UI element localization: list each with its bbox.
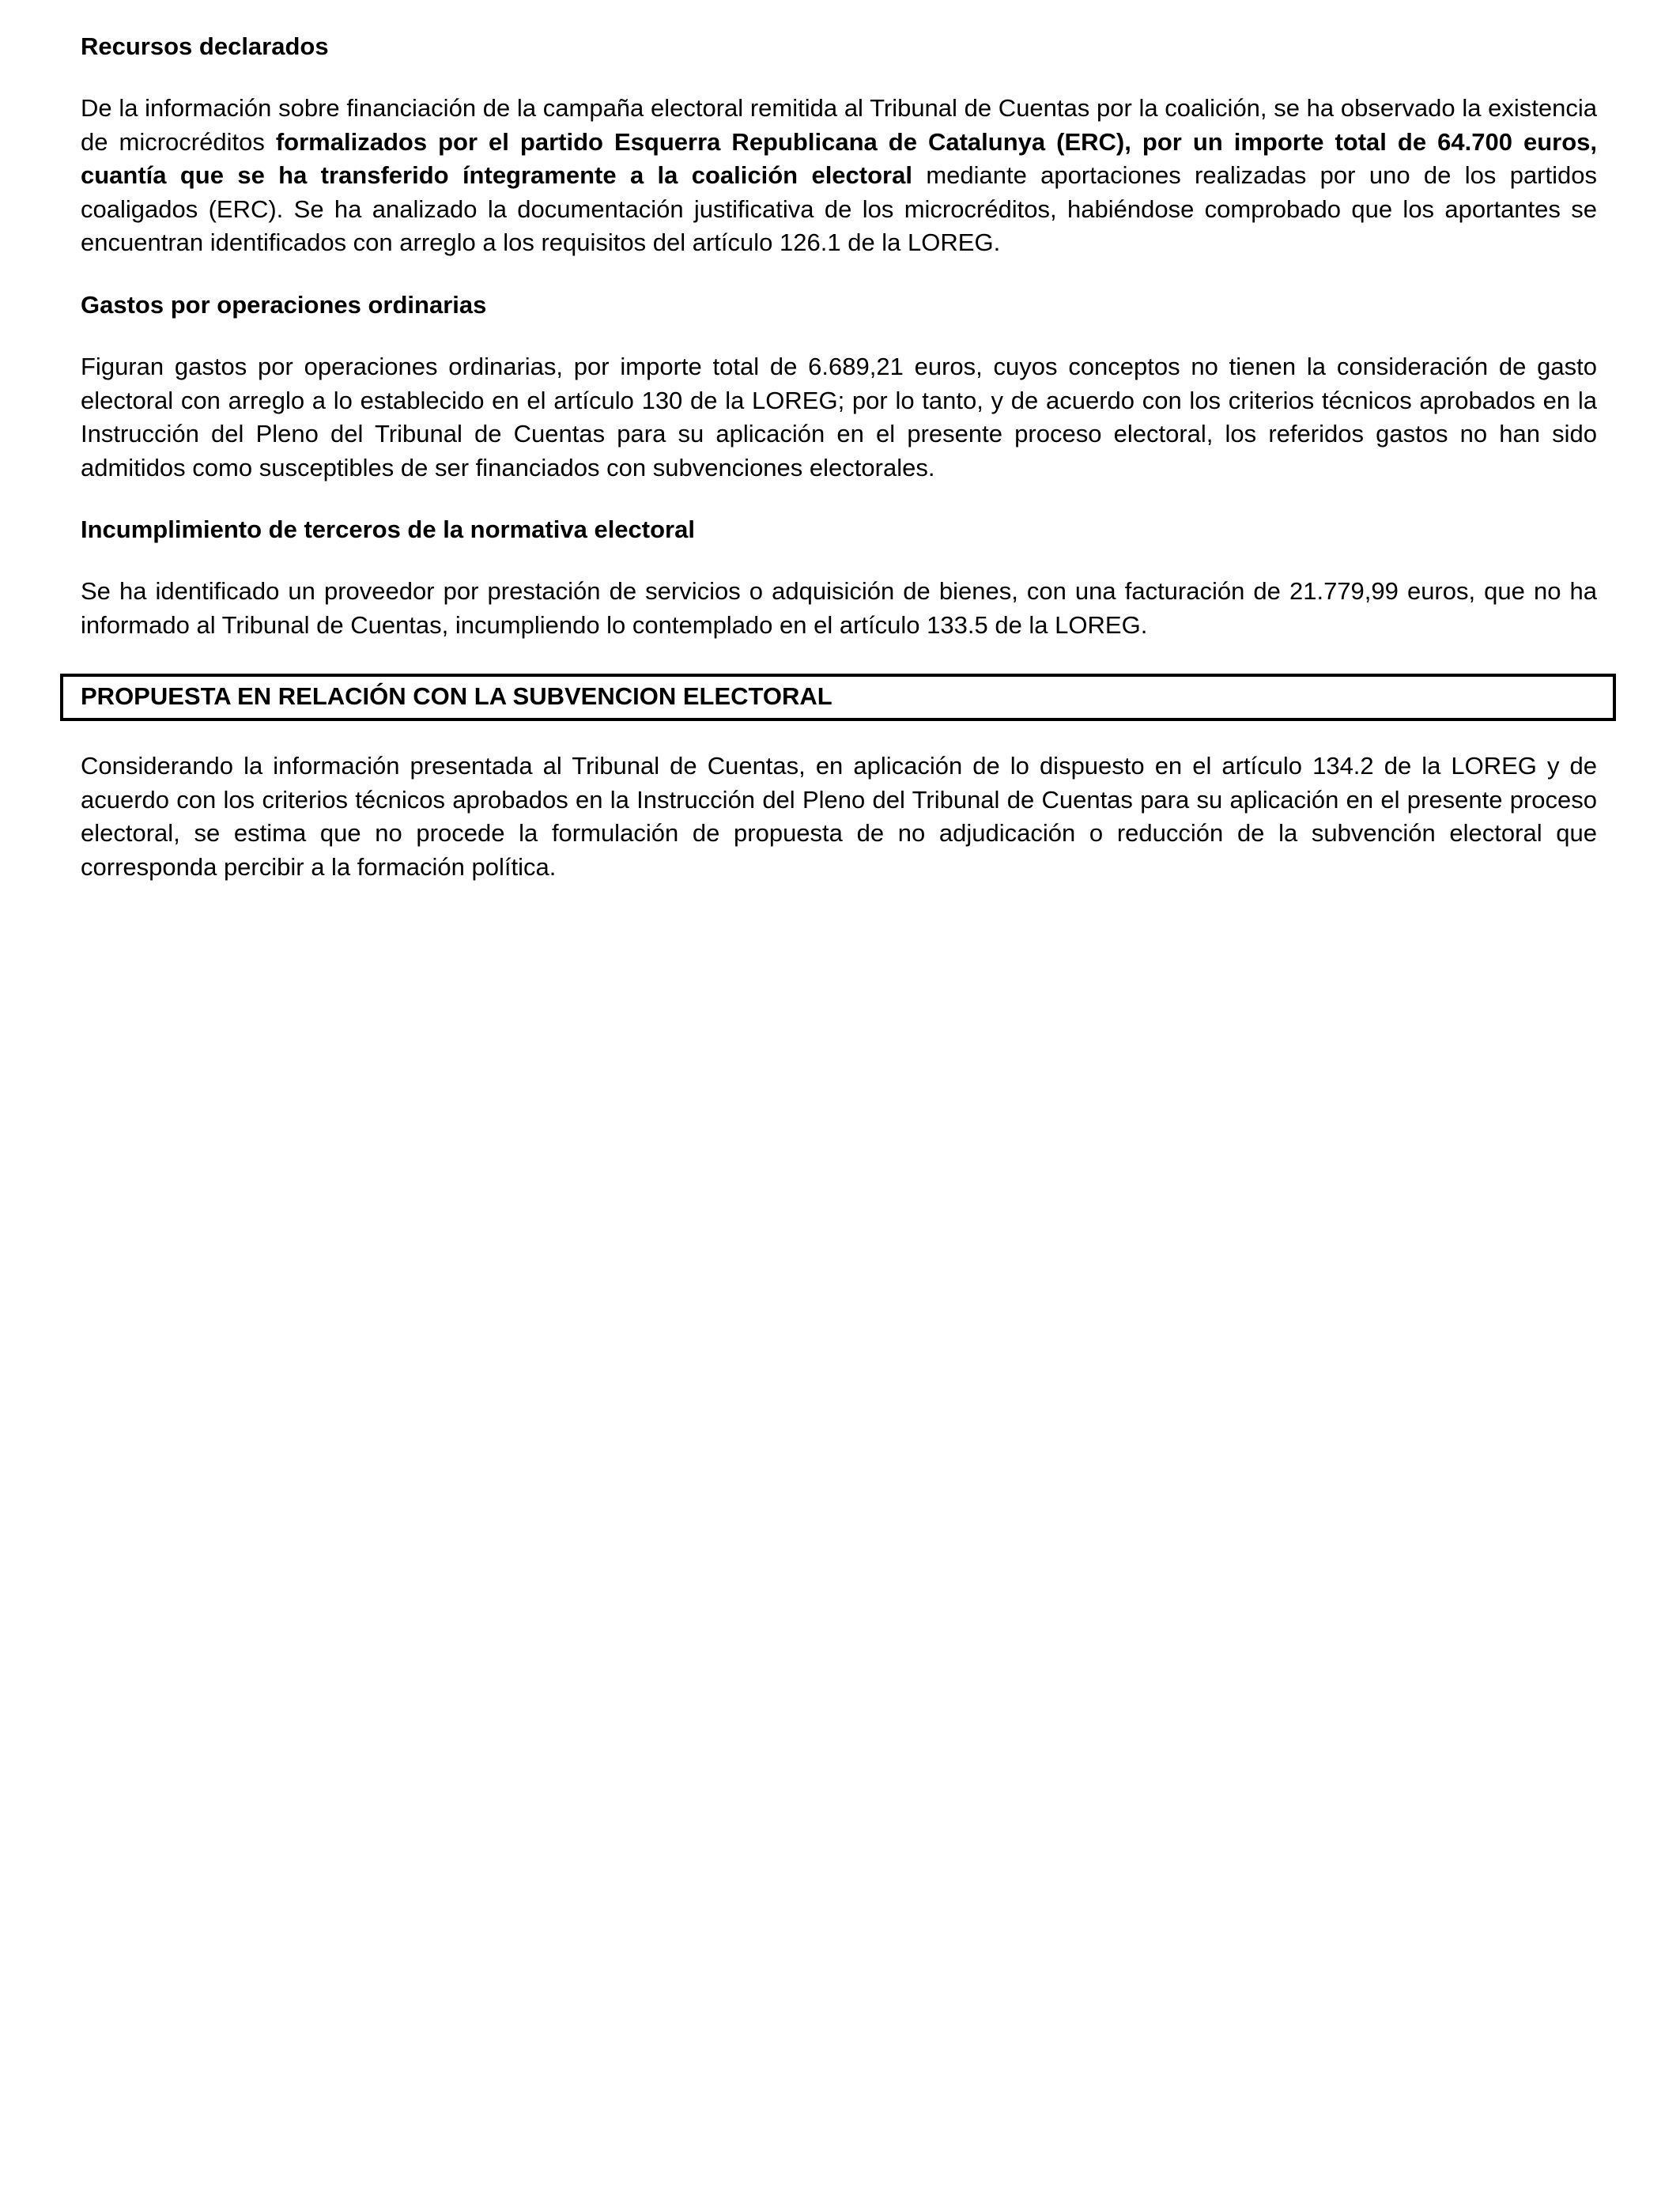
paragraph-text-start: De la información sobre financiación de la campaña electoral remitida al Tribunal de Cuentas por la coalición, se ha observado la existencia de microcréditos	[81, 94, 1597, 156]
document-body	[81, 30, 1597, 643]
proposal-heading-box: PROPUESTA EN RELACIÓN CON LA SUBVENCION ELECTORAL	[60, 674, 1616, 721]
section-paragraph-incumplimiento: Se ha identificado un proveedor por prestación de servicios o adquisición de bienes, con una facturación de 21.779,99 euros, que no ha informado al Tribunal de Cuentas, incumpliendo lo contemplado en el artículo 133.5 de la LOREG.	[81, 577, 1597, 639]
paragraph-text-end: mediante aportaciones realizadas por uno de los partidos coaligados (ERC). Se ha analizado la documentación justificativa de los microcréditos, habiéndose comprobado que los aportantes se encuentran identificados con arreglo a los requisitos del artículo 126.1 de la LOREG.	[81, 161, 1597, 257]
paragraph-text-bold: formalizados por el partido Esquerra Republicana de Catalunya (ERC), por un importe total de 64.700 euros, cuantía que se ha transferido íntegramente a la coalición electoral	[81, 127, 1597, 190]
section-heading-gastos: Gastos por operaciones ordinarias	[81, 290, 487, 319]
section-heading-recursos: Recursos declarados	[81, 32, 329, 60]
proposal-paragraph: Considerando la información presentada al Tribunal de Cuentas, en aplicación de lo dispuesto en el artículo 134.2 de la LOREG y de acuerdo con los criterios técnicos aprobados en la Instrucción del Pleno del Tribunal de Cuentas para su aplicación en el presente proceso electoral, se estima que no procede la formulación de propuesta de no adjudicación o reducción de la subvención electoral que corresponda percibir a la formación política.	[81, 752, 1597, 881]
section-heading-incumplimiento: Incumplimiento de terceros de la normativa electoral	[81, 515, 695, 544]
section-paragraph-gastos: Figuran gastos por operaciones ordinarias, por importe total de 6.689,21 euros, cuyos conceptos no tienen la consideración de gasto electoral con arreglo a lo establecido en el artículo 130 de la LOREG; por lo tanto, y de acuerdo con los criterios técnicos aprobados en la Instrucción del Pleno del Tribunal de Cuentas para su aplicación en el presente proceso electoral, los referidos gastos no han sido admitidos como susceptibles de ser financiados con subvenciones electorales.	[81, 352, 1597, 481]
section-paragraph-recursos	[81, 92, 1597, 260]
